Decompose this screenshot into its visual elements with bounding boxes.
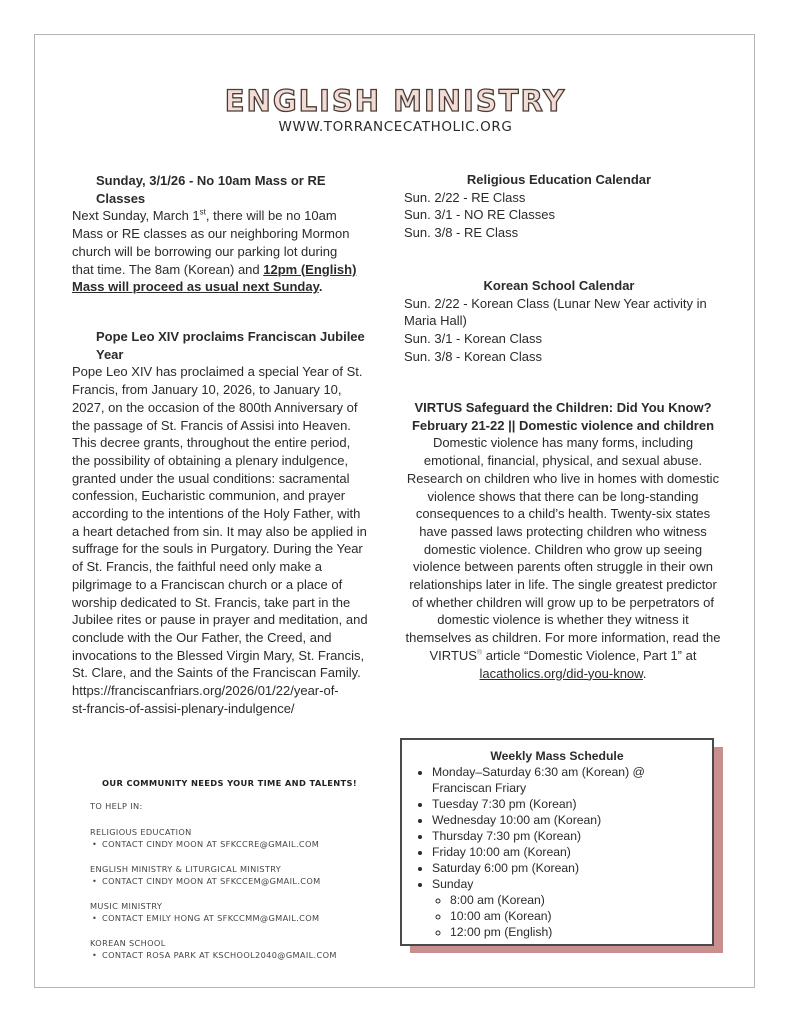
virtus-body xyxy=(404,434,722,682)
mass-schedule-item: • Wednesday 10:00 am (Korean) xyxy=(432,812,702,828)
group-title: ENGLISH MINISTRY & LITURGICAL MINISTRY xyxy=(90,864,282,874)
korean-school-heading: Korean School Calendar xyxy=(483,278,635,293)
re-calendar-item: Sun. 2/22 - RE Class xyxy=(404,189,526,205)
mass-schedule-item: • Thursday 7:30 pm (Korean) xyxy=(432,828,702,844)
mass-cancellation-notice xyxy=(72,172,362,296)
virtus-text: article “Domestic Violence, Part 1” at xyxy=(482,647,697,663)
notice-heading: Sunday, 3/1/26 - No 10am Mass or RE Classes xyxy=(96,173,326,206)
virtus-link-end: . xyxy=(642,665,647,681)
re-calendar-heading: Religious Education Calendar xyxy=(466,172,652,187)
volunteer-group xyxy=(90,826,370,850)
virtus-article xyxy=(404,399,722,682)
notice-text: Next Sunday, March 1 xyxy=(72,208,200,224)
volunteer-section xyxy=(90,778,370,974)
page-title: ENGLISH MINISTRY xyxy=(224,84,567,118)
volunteer-heading: OUR COMMUNITY NEEDS YOUR TIME AND TALENTS! xyxy=(102,778,358,788)
re-calendar-item: Sun. 3/1 - NO RE Classes xyxy=(404,207,555,223)
volunteer-group xyxy=(90,863,370,887)
mass-schedule-box xyxy=(400,738,714,946)
mass-schedule-item-sunday xyxy=(432,876,702,940)
sunday-mass-item: ◦ 8:00 am (Korean) xyxy=(450,892,702,908)
volunteer-group xyxy=(90,900,370,924)
re-calendar-item: Sun. 3/8 - RE Class xyxy=(404,225,519,241)
korean-school-calendar xyxy=(404,277,714,366)
mass-schedule-heading: Weekly Mass Schedule xyxy=(490,749,624,763)
notice-end: . xyxy=(318,279,323,295)
volunteer-subheading: TO HELP IN: xyxy=(90,801,143,811)
virtus-text: Domestic violence has many forms, including emotional, financial, physical, and sexual abuse. Research on children who live in homes with domestic violence shows that there can be long-standing consequences to a child’s health. Twenty-six states have passed laws protecting children who witness domestic violence. Children who grow up seeing violence between parents often struggle in their own relationships later in life. The single greatest predictor of whether children will grow up to be perpetrators of domestic violence is whether they witness it themselves as children. For more information, read the VIRTUS xyxy=(405,435,721,663)
sunday-label: Sunday xyxy=(432,877,474,891)
group-contact: • CONTACT EMILY HONG AT SFKCCMM@GMAIL.COM xyxy=(102,912,370,924)
group-contact: • CONTACT CINDY MOON AT SFKCCRE@GMAIL.COM xyxy=(102,838,370,850)
notice-superscript: st xyxy=(199,208,206,218)
masthead xyxy=(0,84,791,135)
volunteer-group xyxy=(90,937,370,961)
group-title: RELIGIOUS EDUCATION xyxy=(90,827,192,837)
korean-school-item: Sun. 3/8 - Korean Class xyxy=(404,348,543,364)
jubilee-heading: Pope Leo XIV proclaims Franciscan Jubilee Year xyxy=(96,329,365,362)
group-title: KOREAN SCHOOL xyxy=(90,938,166,948)
mass-schedule-item: • Tuesday 7:30 pm (Korean) xyxy=(432,796,702,812)
jubilee-body: Pope Leo XIV has proclaimed a special Year of St. Francis, from January 10, 2026, to January 10, 2027, on the occasion of the 800th Anniversary of the passage of St. Francis of Assisi into Heaven. This decree grants, throughout the entire period, the possibility of obtaining a plenary indulgence, granted under the usual conditions: sacramental confession, Eucharistic communion, and prayer according to the intentions of the Holy Father, with a heart detached from sin. It may also be applied in suffrage for the souls in Purgatory. During the Year of St. Francis, the faithful need only make a pilgrimage to a Franciscan church or a place of worship dedicated to St. Francis, take part in the Jubilee rites or pause in prayer and meditation, and conclude with the Our Father, the Creed, and invocations to the Blessed Virgin Mary, St. Francis, St. Clare, and the Saints of the Franciscan Family. xyxy=(72,364,368,681)
korean-school-item: Sun. 2/22 - Korean Class (Lunar New Year activity in Maria Hall) xyxy=(404,295,707,329)
group-title: MUSIC MINISTRY xyxy=(90,901,163,911)
notice-body xyxy=(72,207,362,296)
notice-emphasis: 12pm (English) Mass will proceed as usual next Sunday xyxy=(72,261,357,295)
virtus-heading: VIRTUS Safeguard the Children: Did You Know? xyxy=(414,400,712,415)
jubilee-link[interactable]: https://franciscanfriars.org/2026/01/22/year-of-st-francis-of-assisi-plenary-indulgence/ xyxy=(72,683,339,716)
group-contact: • CONTACT CINDY MOON AT SFKCCEM@GMAIL.COM xyxy=(102,875,370,887)
korean-school-item: Sun. 3/1 - Korean Class xyxy=(404,331,543,347)
mass-schedule-item: • Saturday 6:00 pm (Korean) xyxy=(432,860,702,876)
jubilee-article xyxy=(72,328,368,717)
sunday-mass-item: ◦ 10:00 am (Korean) xyxy=(450,908,702,924)
religious-education-calendar xyxy=(404,171,714,242)
notice-text: , there will be no 10am Mass or RE classes as our neighboring Mormon church will be borrowing our parking lot during that time. The 8am (Korean) and xyxy=(72,208,350,277)
virtus-link[interactable]: lacatholics.org/did-you-know xyxy=(479,665,643,681)
virtus-subheading: February 21-22 || Domestic violence and children xyxy=(411,417,715,433)
mass-schedule-item: • Friday 10:00 am (Korean) xyxy=(432,844,702,860)
sunday-mass-item: ◦ 12:00 pm (English) xyxy=(450,924,702,940)
mass-schedule-item: • Monday–Saturday 6:30 am (Korean) @ Franciscan Friary xyxy=(432,764,702,796)
group-contact: • CONTACT ROSA PARK AT KSCHOOL2040@GMAIL.COM xyxy=(102,949,370,961)
website-url: WWW.TORRANCECATHOLIC.ORG xyxy=(278,119,513,135)
registered-mark: ® xyxy=(476,649,483,657)
